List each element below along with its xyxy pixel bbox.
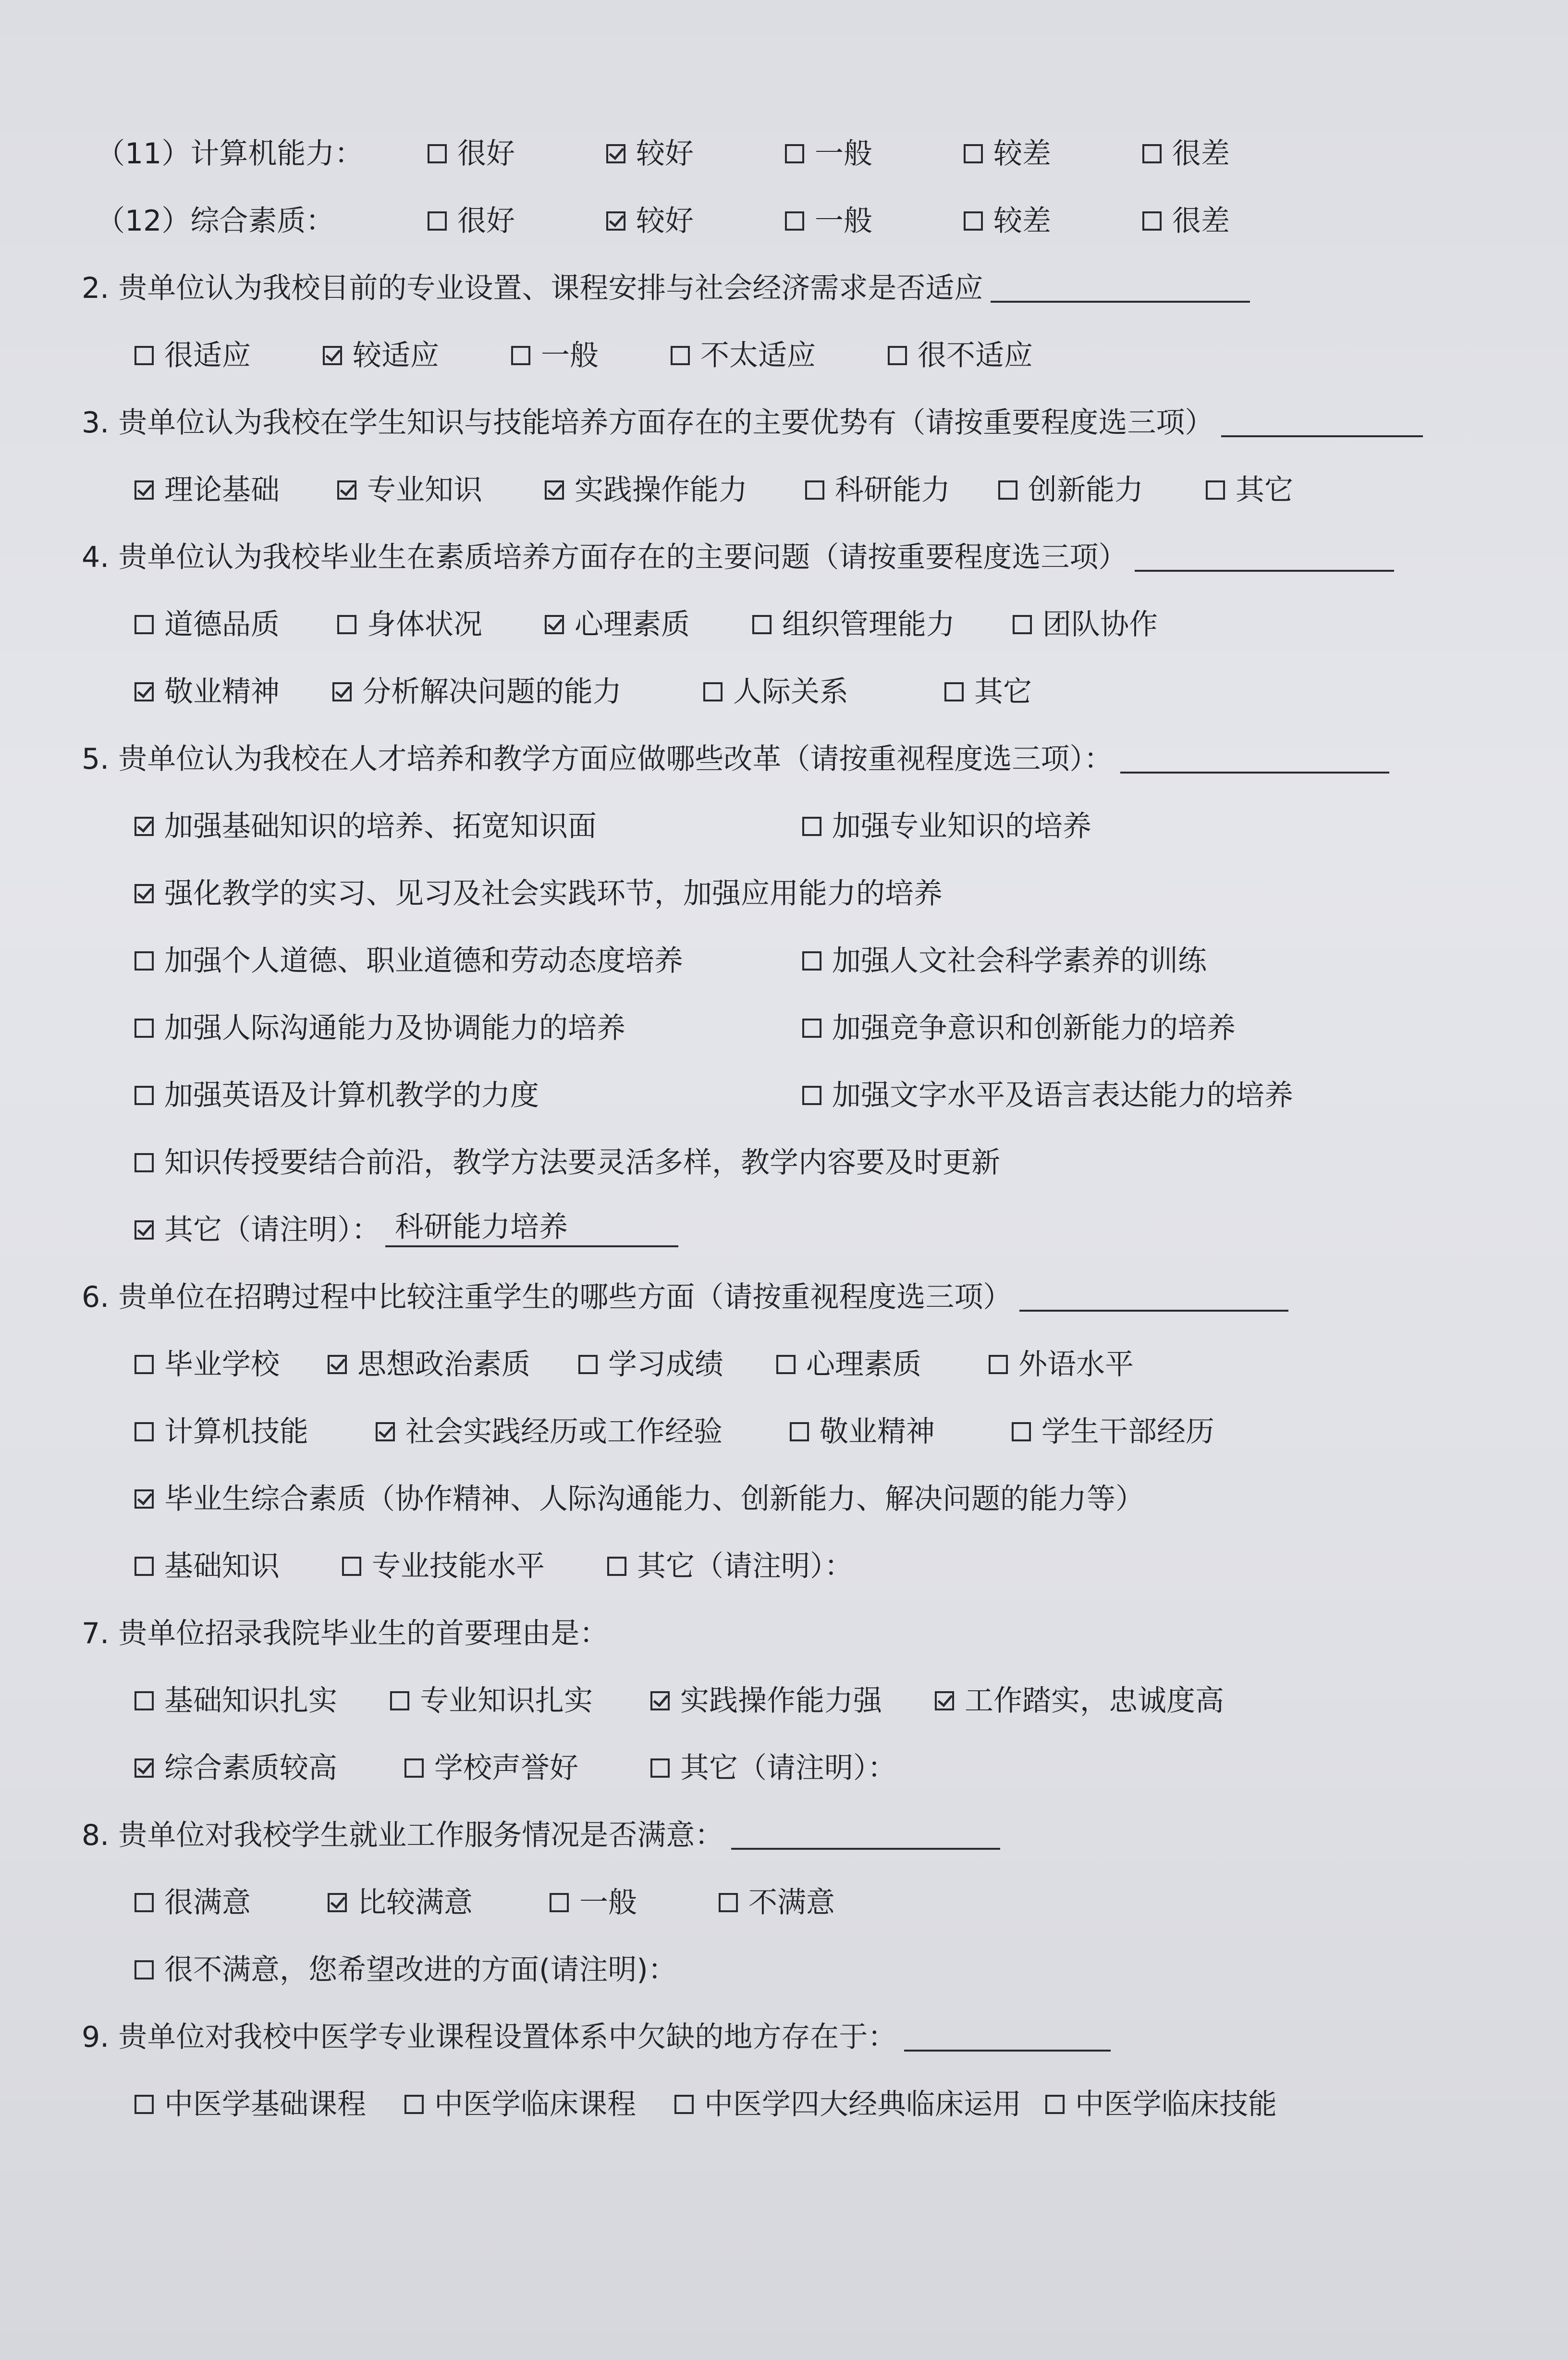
question-5-answer-line[interactable] xyxy=(1120,745,1389,774)
checkbox[interactable] xyxy=(1013,615,1032,634)
option[interactable] xyxy=(550,1888,637,1917)
checkbox[interactable] xyxy=(802,951,821,971)
checkbox[interactable] xyxy=(135,2095,154,2114)
option-label: 实践操作能力强 xyxy=(680,1684,882,1718)
option-label: 很差 xyxy=(1172,137,1230,171)
checkbox-checked[interactable] xyxy=(135,1758,154,1778)
option-label: 一般 xyxy=(541,339,599,372)
option-label: 科研能力 xyxy=(835,473,950,507)
question-2 xyxy=(82,255,1496,322)
option[interactable] xyxy=(650,1751,896,1785)
option[interactable] xyxy=(785,204,872,238)
checkbox-checked[interactable] xyxy=(135,817,154,836)
option[interactable] xyxy=(135,610,280,639)
option[interactable] xyxy=(802,1081,1293,1110)
option[interactable] xyxy=(944,675,1032,709)
option[interactable] xyxy=(328,1888,473,1917)
option-label: 心理素质 xyxy=(806,1348,921,1381)
option[interactable] xyxy=(135,1011,773,1045)
question-2-answer-line[interactable] xyxy=(991,274,1250,303)
checkbox[interactable] xyxy=(428,144,447,163)
option[interactable] xyxy=(135,1751,337,1785)
question-3-answer-line[interactable] xyxy=(1221,408,1423,437)
question-9-text: 9. 贵单位对我校中医学专业课程设置体系中欠缺的地方存在于： xyxy=(82,2020,897,2054)
option-label: 很好 xyxy=(457,137,515,171)
option-label: 很不适应 xyxy=(918,339,1033,372)
checkbox[interactable] xyxy=(135,615,154,634)
checkbox[interactable] xyxy=(135,346,154,365)
option[interactable] xyxy=(805,473,950,507)
option[interactable] xyxy=(135,879,943,908)
checkbox[interactable] xyxy=(607,1557,626,1576)
checkbox[interactable] xyxy=(802,1019,821,1038)
checkbox-checked[interactable] xyxy=(135,1489,154,1509)
option[interactable] xyxy=(428,137,515,171)
question-5-options-row-4 xyxy=(82,995,1496,1062)
checkbox[interactable] xyxy=(550,1893,569,1912)
option-label: 较好 xyxy=(636,204,694,238)
option-label: 团队协作 xyxy=(1042,608,1158,641)
checkbox-checked[interactable] xyxy=(135,884,154,903)
option[interactable] xyxy=(989,1350,1134,1379)
checkbox[interactable] xyxy=(1142,211,1162,231)
checkbox[interactable] xyxy=(802,1086,821,1105)
checkbox-checked[interactable] xyxy=(606,211,625,231)
checkbox[interactable] xyxy=(989,1355,1008,1374)
checkbox[interactable] xyxy=(785,211,804,231)
option[interactable] xyxy=(888,341,1033,370)
checkbox[interactable] xyxy=(1045,2095,1065,2114)
option-label: 毕业学校 xyxy=(164,1348,280,1381)
option[interactable] xyxy=(802,812,1091,841)
option-label: 较差 xyxy=(993,137,1051,171)
checkbox[interactable] xyxy=(964,144,983,163)
checkbox[interactable] xyxy=(135,1153,154,1172)
question-5-options-row-3 xyxy=(82,927,1496,995)
checkbox[interactable] xyxy=(944,682,964,701)
option[interactable] xyxy=(607,1549,853,1583)
option[interactable] xyxy=(935,1684,1224,1718)
option-label: 加强人文社会科学素养的训练 xyxy=(832,944,1207,978)
option[interactable] xyxy=(719,1888,835,1917)
option[interactable] xyxy=(1012,1415,1214,1449)
question-6-options-row-1 xyxy=(82,1331,1496,1398)
option-label: 加强专业知识的培养 xyxy=(832,810,1091,843)
checkbox[interactable] xyxy=(802,817,821,836)
checkbox[interactable] xyxy=(404,2095,424,2114)
checkbox[interactable] xyxy=(337,615,356,634)
question-3-text: 3. 贵单位认为我校在学生知识与技能培养方面存在的主要优势有（请按重要程度选三项） xyxy=(82,406,1214,440)
option[interactable] xyxy=(785,137,872,171)
checkbox[interactable] xyxy=(511,346,530,365)
option-label: 加强个人道德、职业道德和劳动态度培养 xyxy=(164,944,683,978)
option-label: 毕业生综合素质（协作精神、人际沟通能力、创新能力、解决问题的能力等） xyxy=(164,1482,1144,1516)
checkbox-checked[interactable] xyxy=(328,1893,347,1912)
option[interactable] xyxy=(135,1684,337,1718)
option-label: 其它（请注明）： xyxy=(637,1549,853,1583)
question-6 xyxy=(82,1264,1496,1331)
question-9-options-row-1 xyxy=(82,2071,1496,2138)
option[interactable] xyxy=(404,2090,636,2119)
question-6-options-row-3 xyxy=(82,1465,1496,1533)
option[interactable] xyxy=(650,1684,882,1718)
checkbox[interactable] xyxy=(135,1422,154,1441)
option-label: 其它（请注明）： xyxy=(680,1751,896,1785)
option-label: 学生干部经历 xyxy=(1041,1415,1214,1449)
option-label: 一般 xyxy=(815,204,872,238)
checkbox[interactable] xyxy=(998,480,1017,500)
option-label: 综合素质较高 xyxy=(164,1751,337,1785)
checkbox-checked[interactable] xyxy=(337,480,356,500)
question-9 xyxy=(82,2004,1496,2071)
option[interactable] xyxy=(578,1350,723,1379)
option-label: 外语水平 xyxy=(1018,1348,1134,1381)
option[interactable] xyxy=(376,1415,723,1449)
option-label: 敬业精神 xyxy=(164,675,280,709)
checkbox[interactable] xyxy=(964,211,983,231)
checkbox[interactable] xyxy=(752,615,772,634)
option-label: 人际关系 xyxy=(733,675,848,709)
checkbox[interactable] xyxy=(135,1355,154,1374)
option[interactable] xyxy=(323,341,439,370)
question-5-options-row-5 xyxy=(82,1062,1496,1129)
checkbox[interactable] xyxy=(719,1893,738,1912)
option-other[interactable] xyxy=(135,1210,678,1247)
option[interactable] xyxy=(1142,137,1230,171)
question-8-text: 8. 贵单位对我校学生就业工作服务情况是否满意： xyxy=(82,1819,724,1852)
question-3-options xyxy=(82,456,1496,524)
option[interactable] xyxy=(135,944,773,978)
option-label: 加强英语及计算机教学的力度 xyxy=(164,1079,539,1112)
checkbox[interactable] xyxy=(135,1019,154,1038)
checkbox[interactable] xyxy=(135,1220,154,1240)
option[interactable] xyxy=(964,204,1051,238)
option[interactable] xyxy=(390,1684,593,1718)
option[interactable] xyxy=(135,1081,773,1110)
option[interactable] xyxy=(802,944,1207,978)
option-label: 身体状况 xyxy=(367,608,482,641)
question-6-answer-line[interactable] xyxy=(1019,1283,1288,1312)
option[interactable] xyxy=(545,610,690,639)
option[interactable] xyxy=(671,341,816,370)
option[interactable] xyxy=(337,610,482,639)
question-2-options xyxy=(82,322,1496,389)
checkbox[interactable] xyxy=(671,346,690,365)
option-label: 心理素质 xyxy=(575,608,690,641)
option[interactable] xyxy=(606,137,694,171)
question-7-text: 7. 贵单位招录我院毕业生的首要理由是： xyxy=(82,1617,609,1650)
option-label: 较适应 xyxy=(353,339,439,372)
question-6-options-row-2 xyxy=(82,1398,1496,1465)
checkbox-checked[interactable] xyxy=(376,1422,395,1441)
option[interactable] xyxy=(342,1549,545,1583)
item-11-row xyxy=(82,120,1496,187)
question-8 xyxy=(82,1802,1496,1869)
option[interactable] xyxy=(135,675,280,709)
checkbox[interactable] xyxy=(135,1557,154,1576)
option-label: 其它 xyxy=(974,675,1032,709)
question-5-options-row-1 xyxy=(82,793,1496,860)
option-label: 专业知识 xyxy=(367,473,482,507)
question-8-options-row-2 xyxy=(82,1936,1496,2004)
option-label: 工作踏实，忠诚度高 xyxy=(965,1684,1224,1718)
option[interactable] xyxy=(332,675,622,709)
option[interactable] xyxy=(752,610,955,639)
question-4-text: 4. 贵单位认为我校毕业生在素质培养方面存在的主要问题（请按重要程度选三项） xyxy=(82,541,1127,574)
question-5-options-row-2 xyxy=(82,860,1496,927)
checkbox[interactable] xyxy=(135,951,154,971)
option[interactable] xyxy=(135,1415,308,1449)
option-label: 中医学临床课程 xyxy=(434,2088,636,2121)
option-label: 组织管理能力 xyxy=(782,608,955,641)
option-label: 分析解决问题的能力 xyxy=(362,675,622,709)
option[interactable] xyxy=(1045,2090,1277,2119)
checkbox-checked[interactable] xyxy=(935,1691,954,1710)
option-label: 较差 xyxy=(993,204,1051,238)
question-8-answer-line[interactable] xyxy=(731,1821,1000,1850)
question-4-options-row-1 xyxy=(82,591,1496,658)
item-12-label: （12）综合素质： xyxy=(96,204,335,238)
option-label: 很适应 xyxy=(164,339,251,372)
question-7 xyxy=(82,1600,1496,1667)
checkbox-checked[interactable] xyxy=(135,682,154,701)
option-label: 很好 xyxy=(457,204,515,238)
option-label: 学校声誉好 xyxy=(434,1751,578,1785)
checkbox-checked[interactable] xyxy=(545,480,564,500)
option-label: 不满意 xyxy=(748,1886,835,1919)
checkbox[interactable] xyxy=(776,1355,796,1374)
option[interactable] xyxy=(545,473,747,507)
question-7-options-row-2 xyxy=(82,1734,1496,1802)
checkbox[interactable] xyxy=(135,1960,154,1979)
checkbox[interactable] xyxy=(703,682,723,701)
option[interactable] xyxy=(135,1888,251,1917)
option[interactable] xyxy=(1142,204,1230,238)
checkbox[interactable] xyxy=(805,480,824,500)
question-8-options-row-1 xyxy=(82,1869,1496,1936)
option-label: 强化教学的实习、见习及社会实践环节，加强应用能力的培养 xyxy=(164,877,943,910)
checkbox[interactable] xyxy=(790,1422,809,1441)
checkbox[interactable] xyxy=(404,1758,424,1778)
option-label: 创新能力 xyxy=(1028,473,1143,507)
option[interactable] xyxy=(337,473,482,507)
question-5 xyxy=(82,725,1496,793)
question-9-answer-line[interactable] xyxy=(904,2023,1111,2052)
option-label: 中医学基础课程 xyxy=(164,2088,366,2121)
question-4-options-row-2 xyxy=(82,658,1496,725)
option-label: 基础知识 xyxy=(164,1549,280,1583)
option[interactable] xyxy=(135,341,251,370)
checkbox[interactable] xyxy=(578,1355,598,1374)
checkbox[interactable] xyxy=(785,144,804,163)
option-label: 其它（请注明）： xyxy=(164,1213,380,1247)
option-label: 其它 xyxy=(1236,473,1293,507)
option[interactable] xyxy=(802,1011,1236,1045)
option-label: 计算机技能 xyxy=(164,1415,308,1449)
option[interactable] xyxy=(606,204,694,238)
option-label: 社会实践经历或工作经验 xyxy=(405,1415,723,1449)
other-fill-in[interactable]: 科研能力培养 xyxy=(385,1213,678,1247)
checkbox[interactable] xyxy=(1012,1422,1031,1441)
option-label: 道德品质 xyxy=(164,608,280,641)
option[interactable] xyxy=(135,1549,280,1583)
checkbox-checked[interactable] xyxy=(135,480,154,500)
option[interactable] xyxy=(511,341,599,370)
checkbox-checked[interactable] xyxy=(545,615,564,634)
option[interactable] xyxy=(428,204,515,238)
option[interactable] xyxy=(135,1146,1000,1180)
checkbox[interactable] xyxy=(428,211,447,231)
option[interactable] xyxy=(135,1482,1144,1516)
option-label: 专业技能水平 xyxy=(372,1549,545,1583)
item-11-label: （11）计算机能力： xyxy=(96,137,364,171)
option[interactable] xyxy=(404,1751,578,1785)
option-label: 知识传授要结合前沿，教学方法要灵活多样，教学内容要及时更新 xyxy=(164,1146,1000,1180)
checkbox[interactable] xyxy=(135,1086,154,1105)
option-label: 一般 xyxy=(815,137,872,171)
option-label: 学习成绩 xyxy=(608,1348,723,1381)
option-label: 一般 xyxy=(579,1886,637,1919)
question-2-text: 2. 贵单位认为我校目前的专业设置、课程安排与社会经济需求是否适应 xyxy=(82,271,983,305)
checkbox-checked[interactable] xyxy=(606,144,625,163)
question-3 xyxy=(82,389,1496,456)
option-label: 基础知识扎实 xyxy=(164,1684,337,1718)
checkbox-checked[interactable] xyxy=(323,346,342,365)
question-6-text: 6. 贵单位在招聘过程中比较注重学生的哪些方面（请按重视程度选三项） xyxy=(82,1280,1012,1314)
option[interactable] xyxy=(998,473,1143,507)
item-12-row xyxy=(82,187,1496,255)
option[interactable] xyxy=(135,812,773,841)
question-7-options-row-1 xyxy=(82,1667,1496,1734)
option-label: 很差 xyxy=(1172,204,1230,238)
option[interactable] xyxy=(1206,473,1293,507)
option[interactable] xyxy=(790,1415,935,1449)
checkbox[interactable] xyxy=(135,1691,154,1710)
question-6-options-row-4 xyxy=(82,1533,1496,1600)
option-label: 比较满意 xyxy=(357,1886,473,1919)
checkbox-checked[interactable] xyxy=(328,1355,347,1374)
option-label: 理论基础 xyxy=(164,473,280,507)
option-label: 中医学四大经典临床运用 xyxy=(704,2088,1021,2121)
option[interactable] xyxy=(135,2090,366,2119)
question-4 xyxy=(82,524,1496,591)
option-label: 加强基础知识的培养、拓宽知识面 xyxy=(164,810,597,843)
checkbox-checked[interactable] xyxy=(650,1691,670,1710)
option[interactable] xyxy=(1013,610,1158,639)
option[interactable] xyxy=(328,1350,530,1379)
checkbox[interactable] xyxy=(650,1758,670,1778)
option-label: 不太适应 xyxy=(700,339,816,372)
question-5-text: 5. 贵单位认为我校在人才培养和教学方面应做哪些改革（请按重视程度选三项）： xyxy=(82,742,1113,776)
option-label: 思想政治素质 xyxy=(357,1348,530,1381)
option[interactable] xyxy=(135,473,280,507)
checkbox[interactable] xyxy=(1142,144,1162,163)
checkbox-checked[interactable] xyxy=(332,682,352,701)
option-label: 敬业精神 xyxy=(820,1415,935,1449)
question-5-options-row-6 xyxy=(82,1129,1496,1196)
checkbox[interactable] xyxy=(135,1893,154,1912)
checkbox[interactable] xyxy=(888,346,907,365)
option-label: 加强文字水平及语言表达能力的培养 xyxy=(832,1079,1293,1112)
option-label: 加强竞争意识和创新能力的培养 xyxy=(832,1011,1236,1045)
option-label: 加强人际沟通能力及协调能力的培养 xyxy=(164,1011,625,1045)
checkbox[interactable] xyxy=(1206,480,1225,500)
option[interactable] xyxy=(776,1350,921,1379)
option[interactable] xyxy=(703,675,848,709)
option-label: 很满意 xyxy=(164,1886,251,1919)
checkbox[interactable] xyxy=(342,1557,361,1576)
option[interactable] xyxy=(674,2090,1021,2119)
option-label: 专业知识扎实 xyxy=(420,1684,593,1718)
checkbox[interactable] xyxy=(390,1691,409,1710)
option[interactable] xyxy=(135,1953,677,1987)
option-label: 实践操作能力 xyxy=(575,473,747,507)
option[interactable] xyxy=(135,1350,280,1379)
option-label: 很不满意，您希望改进的方面(请注明)： xyxy=(164,1953,677,1987)
option[interactable] xyxy=(964,137,1051,171)
option-label: 较好 xyxy=(636,137,694,171)
question-5-options-row-7 xyxy=(82,1196,1496,1264)
option-label: 中医学临床技能 xyxy=(1075,2088,1277,2121)
question-4-answer-line[interactable] xyxy=(1135,543,1394,572)
checkbox[interactable] xyxy=(674,2095,694,2114)
